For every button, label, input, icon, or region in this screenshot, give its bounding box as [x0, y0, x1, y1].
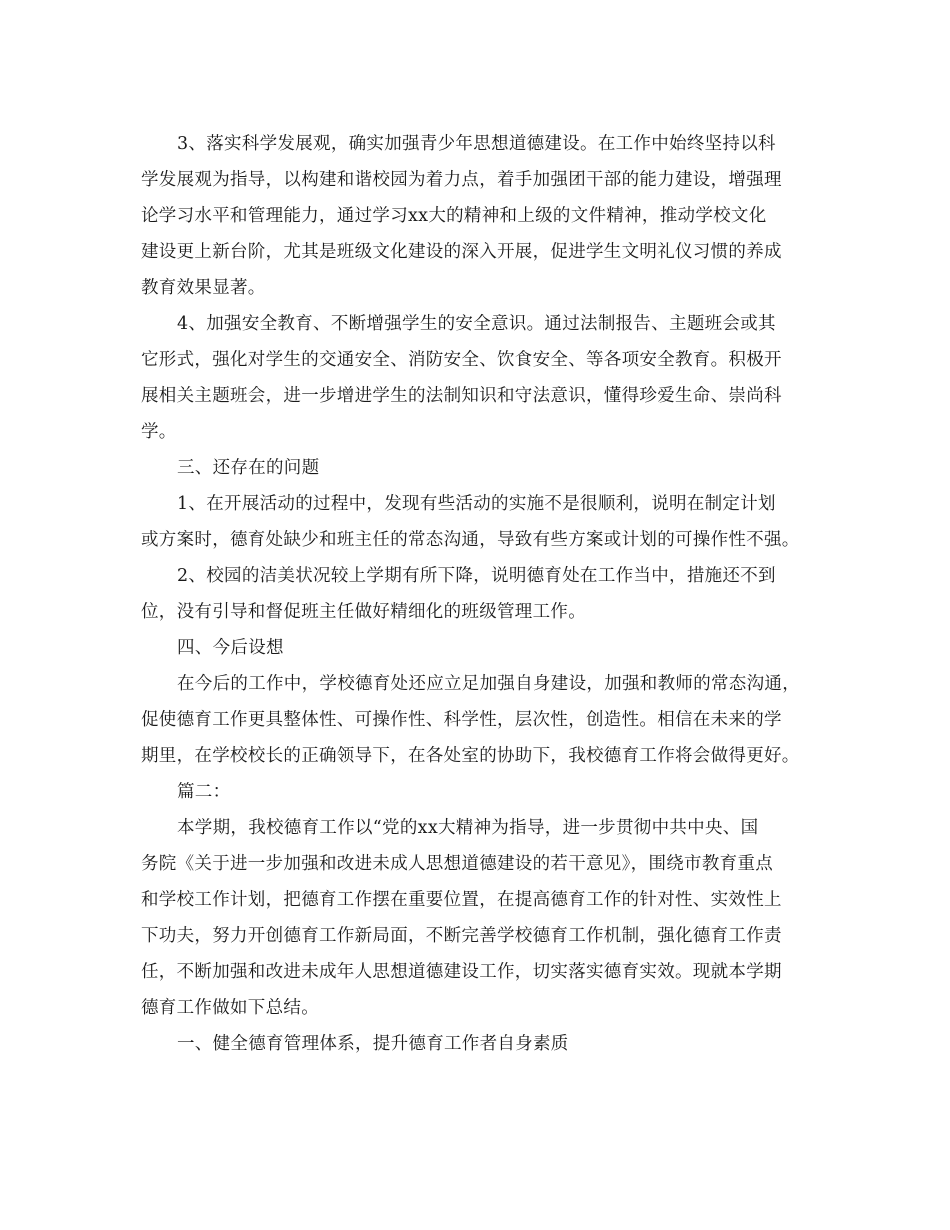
- paragraph-3-line-4: 建设更上新台阶，尤其是班级文化建设的深入开展，促进学生文明礼仪习惯的养成: [141, 242, 782, 262]
- future-plans-line-3: 期里，在学校校长的正确领导下，在各处室的协助下，我校德育工作将会做得更好。: [141, 746, 800, 766]
- part-two-intro-line-4: 下功夫，努力开创德育工作新局面，不断完善学校德育工作机制，强化德育工作责: [141, 926, 782, 946]
- section-heading-future-plans: 四、今后设想: [177, 638, 284, 658]
- part-two-intro-line-3: 和学校工作计划，把德育工作摆在重要位置，在提高德育工作的针对性、实效性上: [141, 890, 782, 910]
- paragraph-3-line-1: 3、落实科学发展观，确实加强青少年思想道德建设。在工作中始终坚持以科: [177, 134, 776, 154]
- part-two-intro-line-1: 本学期，我校德育工作以“党的xx大精神为指导，进一步贯彻中共中央、国: [177, 818, 759, 838]
- paragraph-4-line-1: 4、加强安全教育、不断增强学生的安全意识。通过法制报告、主题班会或其: [177, 314, 776, 334]
- paragraph-4-line-4: 学。: [141, 422, 177, 442]
- future-plans-line-2: 促使德育工作更具整体性、可操作性、科学性，层次性，创造性。相信在未来的学: [141, 710, 782, 730]
- problem-2-line-2: 位，没有引导和督促班主任做好精细化的班级管理工作。: [141, 602, 586, 622]
- part-two-heading: 篇二：: [177, 782, 231, 802]
- section-heading-problems: 三、还存在的问题: [177, 458, 320, 478]
- future-plans-line-1: 在今后的工作中，学校德育处还应立足加强自身建设，加强和教师的常态沟通，: [177, 674, 800, 694]
- part-two-intro-line-5: 任，不断加强和改进未成年人思想道德建设工作，切实落实德育实效。现就本学期: [141, 962, 782, 982]
- problem-1-line-2: 或方案时，德育处缺少和班主任的常态沟通，导致有些方案或计划的可操作性不强。: [141, 530, 800, 550]
- paragraph-4-line-3: 展相关主题班会，进一步增进学生的法制知识和守法意识，懂得珍爱生命、崇尚科: [141, 386, 782, 406]
- problem-1-line-1: 1、在开展活动的过程中，发现有些活动的实施不是很顺利，说明在制定计划: [177, 494, 776, 514]
- paragraph-3-line-3: 论学习水平和管理能力，通过学习xx大的精神和上级的文件精神，推动学校文化: [141, 206, 767, 226]
- problem-2-line-1: 2、校园的洁美状况较上学期有所下降，说明德育处在工作当中，措施还不到: [177, 566, 776, 586]
- paragraph-3-line-5: 教育效果显著。: [141, 278, 266, 298]
- part-two-intro-line-2: 务院《关于进一步加强和改进未成人思想道德建设的若干意见》，围绕市教育重点: [141, 854, 774, 874]
- part-two-intro-line-6: 德育工作做如下总结。: [141, 998, 319, 1018]
- section-heading-management-system: 一、健全德育管理体系，提升德育工作者自身素质: [177, 1034, 569, 1054]
- paragraph-3-line-2: 学发展观为指导，以构建和谐校园为着力点，着手加强团干部的能力建设，增强理: [141, 170, 782, 190]
- paragraph-4-line-2: 它形式，强化对学生的交通安全、消防安全、饮食安全、等各项安全教育。积极开: [141, 350, 782, 370]
